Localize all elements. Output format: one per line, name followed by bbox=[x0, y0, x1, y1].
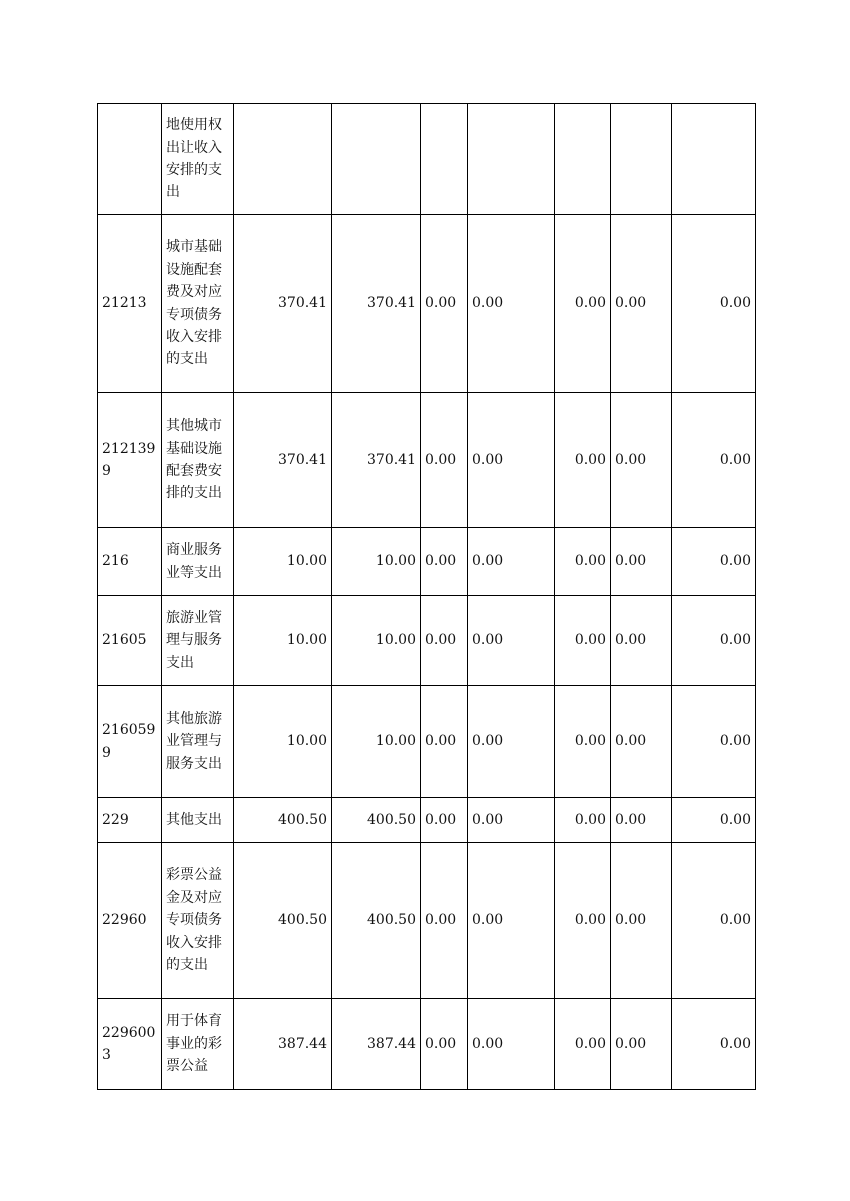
amount-cell: 387.44 bbox=[332, 999, 421, 1090]
function-code-cell: 21213 bbox=[98, 215, 162, 393]
amount-cell: 0.00 bbox=[672, 798, 756, 843]
amount-cell: 0.00 bbox=[421, 999, 468, 1090]
amount-cell: 10.00 bbox=[332, 686, 421, 798]
amount-cell: 0.00 bbox=[611, 215, 672, 393]
function-code-cell: 2296003 bbox=[98, 999, 162, 1090]
amount-cell: 0.00 bbox=[672, 215, 756, 393]
function-code-cell: 21605 bbox=[98, 596, 162, 686]
table-row bbox=[98, 999, 756, 1090]
table-row bbox=[98, 596, 756, 686]
amount-cell: 0.00 bbox=[421, 528, 468, 596]
table-row bbox=[98, 798, 756, 843]
item-name-cell: 彩票公益金及对应专项债务收入安排的支出 bbox=[162, 843, 234, 999]
table-body bbox=[98, 104, 756, 1090]
function-code-cell: 229 bbox=[98, 798, 162, 843]
total-cell: 10.00 bbox=[234, 528, 332, 596]
item-name-cell: 旅游业管理与服务支出 bbox=[162, 596, 234, 686]
amount-cell: 0.00 bbox=[611, 393, 672, 528]
amount-cell: 370.41 bbox=[332, 215, 421, 393]
amount-cell: 0.00 bbox=[421, 215, 468, 393]
amount-cell: 0.00 bbox=[468, 215, 555, 393]
amount-cell bbox=[611, 104, 672, 215]
item-name-cell: 用于体育事业的彩票公益 bbox=[162, 999, 234, 1090]
table-row bbox=[98, 104, 756, 215]
function-code-cell: 2121399 bbox=[98, 393, 162, 528]
function-code-cell: 22960 bbox=[98, 843, 162, 999]
amount-cell: 10.00 bbox=[332, 528, 421, 596]
amount-cell: 0.00 bbox=[672, 843, 756, 999]
total-cell: 370.41 bbox=[234, 393, 332, 528]
table-row bbox=[98, 843, 756, 999]
item-name-cell: 城市基础设施配套费及对应专项债务收入安排的支出 bbox=[162, 215, 234, 393]
amount-cell: 0.00 bbox=[672, 393, 756, 528]
amount-cell bbox=[555, 104, 611, 215]
amount-cell: 0.00 bbox=[421, 686, 468, 798]
item-name-cell: 其他城市基础设施配套费安排的支出 bbox=[162, 393, 234, 528]
amount-cell: 0.00 bbox=[468, 843, 555, 999]
amount-cell: 0.00 bbox=[611, 798, 672, 843]
amount-cell: 0.00 bbox=[611, 686, 672, 798]
amount-cell bbox=[468, 104, 555, 215]
amount-cell: 0.00 bbox=[468, 999, 555, 1090]
amount-cell: 0.00 bbox=[672, 528, 756, 596]
amount-cell: 0.00 bbox=[468, 528, 555, 596]
amount-cell: 0.00 bbox=[555, 999, 611, 1090]
expenditure-table bbox=[97, 103, 756, 1090]
amount-cell: 0.00 bbox=[421, 798, 468, 843]
amount-cell: 0.00 bbox=[555, 798, 611, 843]
amount-cell: 0.00 bbox=[555, 215, 611, 393]
amount-cell: 0.00 bbox=[611, 999, 672, 1090]
table-row bbox=[98, 215, 756, 393]
amount-cell: 0.00 bbox=[672, 999, 756, 1090]
amount-cell: 0.00 bbox=[672, 686, 756, 798]
amount-cell: 0.00 bbox=[611, 528, 672, 596]
amount-cell: 0.00 bbox=[611, 596, 672, 686]
item-name-cell: 其他支出 bbox=[162, 798, 234, 843]
amount-cell: 0.00 bbox=[672, 596, 756, 686]
table-row bbox=[98, 393, 756, 528]
amount-cell bbox=[421, 104, 468, 215]
amount-cell: 0.00 bbox=[468, 686, 555, 798]
amount-cell: 0.00 bbox=[611, 843, 672, 999]
amount-cell bbox=[672, 104, 756, 215]
amount-cell: 0.00 bbox=[468, 393, 555, 528]
total-cell: 10.00 bbox=[234, 596, 332, 686]
amount-cell: 10.00 bbox=[332, 596, 421, 686]
amount-cell: 0.00 bbox=[468, 798, 555, 843]
total-cell: 10.00 bbox=[234, 686, 332, 798]
amount-cell: 0.00 bbox=[421, 393, 468, 528]
amount-cell: 0.00 bbox=[421, 596, 468, 686]
item-name-cell: 商业服务业等支出 bbox=[162, 528, 234, 596]
total-cell bbox=[234, 104, 332, 215]
amount-cell: 0.00 bbox=[555, 596, 611, 686]
total-cell: 400.50 bbox=[234, 798, 332, 843]
amount-cell: 370.41 bbox=[332, 393, 421, 528]
amount-cell: 0.00 bbox=[555, 843, 611, 999]
amount-cell: 400.50 bbox=[332, 798, 421, 843]
amount-cell bbox=[332, 104, 421, 215]
total-cell: 400.50 bbox=[234, 843, 332, 999]
amount-cell: 400.50 bbox=[332, 843, 421, 999]
table-row bbox=[98, 528, 756, 596]
amount-cell: 0.00 bbox=[555, 528, 611, 596]
amount-cell: 0.00 bbox=[555, 686, 611, 798]
item-name-cell: 地使用权出让收入安排的支出 bbox=[162, 104, 234, 215]
table-row bbox=[98, 686, 756, 798]
function-code-cell bbox=[98, 104, 162, 215]
total-cell: 387.44 bbox=[234, 999, 332, 1090]
total-cell: 370.41 bbox=[234, 215, 332, 393]
amount-cell: 0.00 bbox=[555, 393, 611, 528]
item-name-cell: 其他旅游业管理与服务支出 bbox=[162, 686, 234, 798]
function-code-cell: 2160599 bbox=[98, 686, 162, 798]
function-code-cell: 216 bbox=[98, 528, 162, 596]
amount-cell: 0.00 bbox=[421, 843, 468, 999]
amount-cell: 0.00 bbox=[468, 596, 555, 686]
